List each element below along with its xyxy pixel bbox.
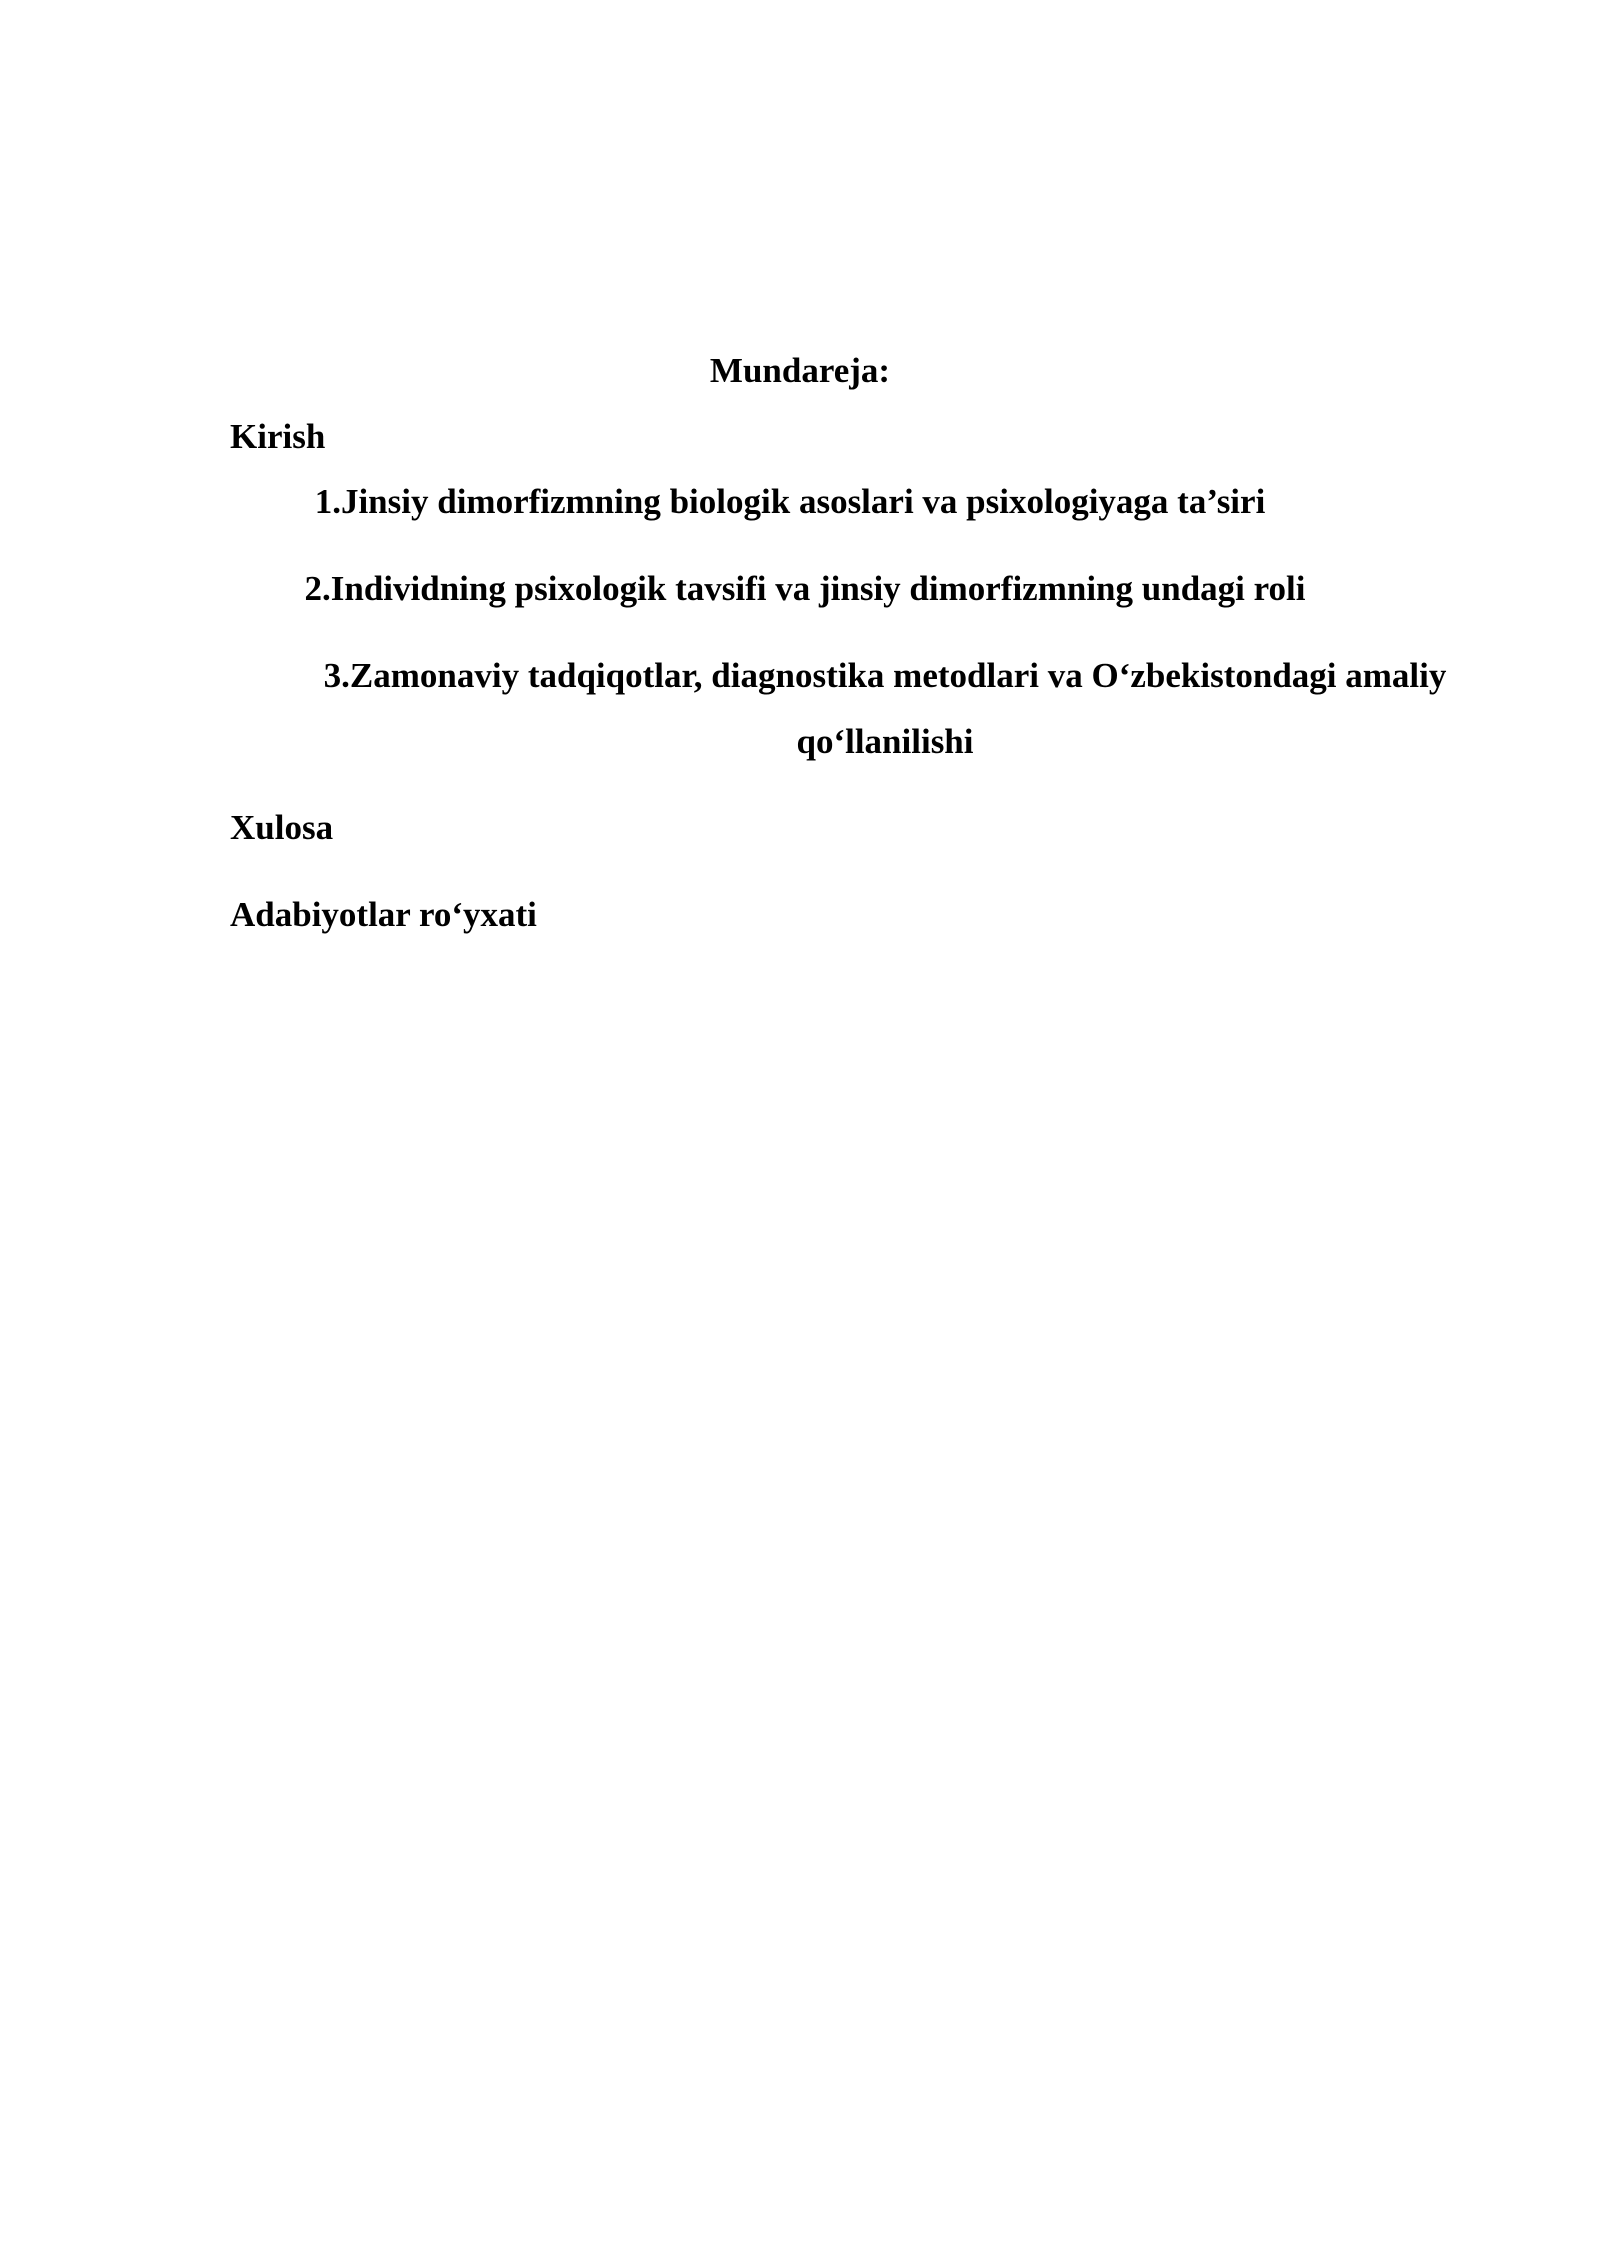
toc-item-conclusion: Xulosa	[230, 808, 334, 847]
toc-item-section-2: 2.Individning psixologik tavsifi va jinsiy dimorfizmning undagi roli	[304, 569, 1306, 608]
toc-item-section-1: 1.Jinsiy dimorfizmning biologik asoslari va psixologiyaga ta’siri	[314, 482, 1266, 521]
toc-title: Mundareja:	[709, 351, 891, 390]
toc-item-intro: Kirish	[230, 417, 326, 456]
toc-item-section-3: 3.Zamonaviy tadqiqotlar, diagnostika metodlari va O‘zbekistondagi amaliy qo‘llanilishi	[323, 656, 1447, 761]
toc-item-references: Adabiyotlar ro‘yxati	[230, 895, 537, 934]
